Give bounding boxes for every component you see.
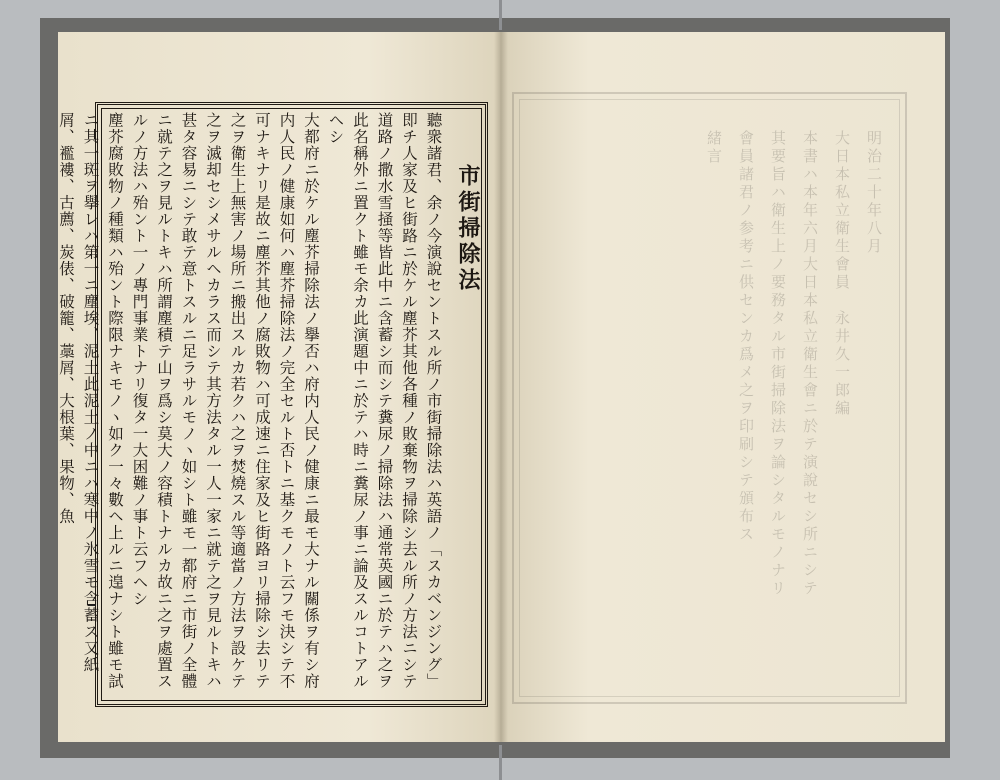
ghost-line: 本書ハ本年六月大日本私立衛生會ニ於テ演說セシ所ニシテ xyxy=(801,130,819,598)
ghost-line: 會員諸君ノ参考ニ供センカ爲メ之ヲ印刷シテ頒布ス xyxy=(737,130,755,544)
show-through-text xyxy=(530,130,890,690)
paragraph: 大都府ニ於ケル塵芥掃除法ノ擧否ハ府内人民ノ健康ニ最モ大ナル關係ヲ有シ府内人民ノ健康如何ハ塵芥掃除法ノ完全セルト否トニ基クモノト云フモ決シテ不可ナキナリ是故ニ塵芥其他ノ腐敗物ハ可成速ニ住家及ヒ街路ヨリ掃除シ去リテ之ヲ衛生上無害ノ場所ニ搬出スルカ若クハ之ヲ焚燒スル等適當ノ方法ヲ設ケテ之ヲ滅却セシメサルヘカラス而シテ其方法タル一人一家ニ就テ之ヲ見ルトキハ甚タ容易ニシテ敢テ意トスルニ足ラサルモノヽ如シト雖モ一都府ニ市街ノ全體ニ就テ之ヲ見ルトキハ所謂塵積テ山ヲ爲シ莫大ノ容積トナルカ故ニ之ヲ處置スルノ方法ハ殆ント一ノ專門事業トナリ復タ一大困難ノ事ト云フヘシ xyxy=(130,112,320,690)
book-gutter xyxy=(494,32,508,742)
background-right xyxy=(960,0,1000,780)
page-title: 市街掃除法 xyxy=(455,164,481,294)
ghost-line: 明治二十年八月 xyxy=(865,130,883,256)
spine-marker-bottom xyxy=(499,745,502,780)
paragraph: 聽衆諸君、余ノ今演說セントスル所ノ市街掃除法ハ英語ノ「スカベンジング」即チ人家及ヒ街路ニ於ケル塵芥其他各種ノ敗棄物ヲ掃除シ去ル所ノ方法ニシテ道路ノ撒水雪掻等皆此中ニ含蓄シ而シテ糞尿ノ掃除法ハ通常英國ニ於テハ之ヲ此名稱外ニ置クト雖モ余カ此演題中ニ於テハ時ニ糞尿ノ事ニ論及スルコトアルヘシ xyxy=(326,112,443,690)
main-text xyxy=(57,112,481,697)
spine-marker-top xyxy=(499,0,502,30)
ghost-line: 緒言 xyxy=(705,130,723,166)
paragraph: 塵芥腐敗物ノ種類ハ殆ント際限ナキモノヽ如ク一々數ヘ上ルニ遑ナシト雖モ試ニ其一斑ヲ擧レハ第一ニ塵埃、泥土此泥土ノ中ニハ寒中ノ氷雪モ含蓄ス又紙屑、襤褸、古薦、炭俵、破籠、藁屑、大根葉、果物、魚 xyxy=(57,112,124,690)
ghost-line: 大日本私立衛生會員 永井久一郎編 xyxy=(833,130,851,418)
ghost-line: 其要旨ハ衛生上ノ要務タル市街掃除法ヲ論シタルモノナリ xyxy=(769,130,787,598)
